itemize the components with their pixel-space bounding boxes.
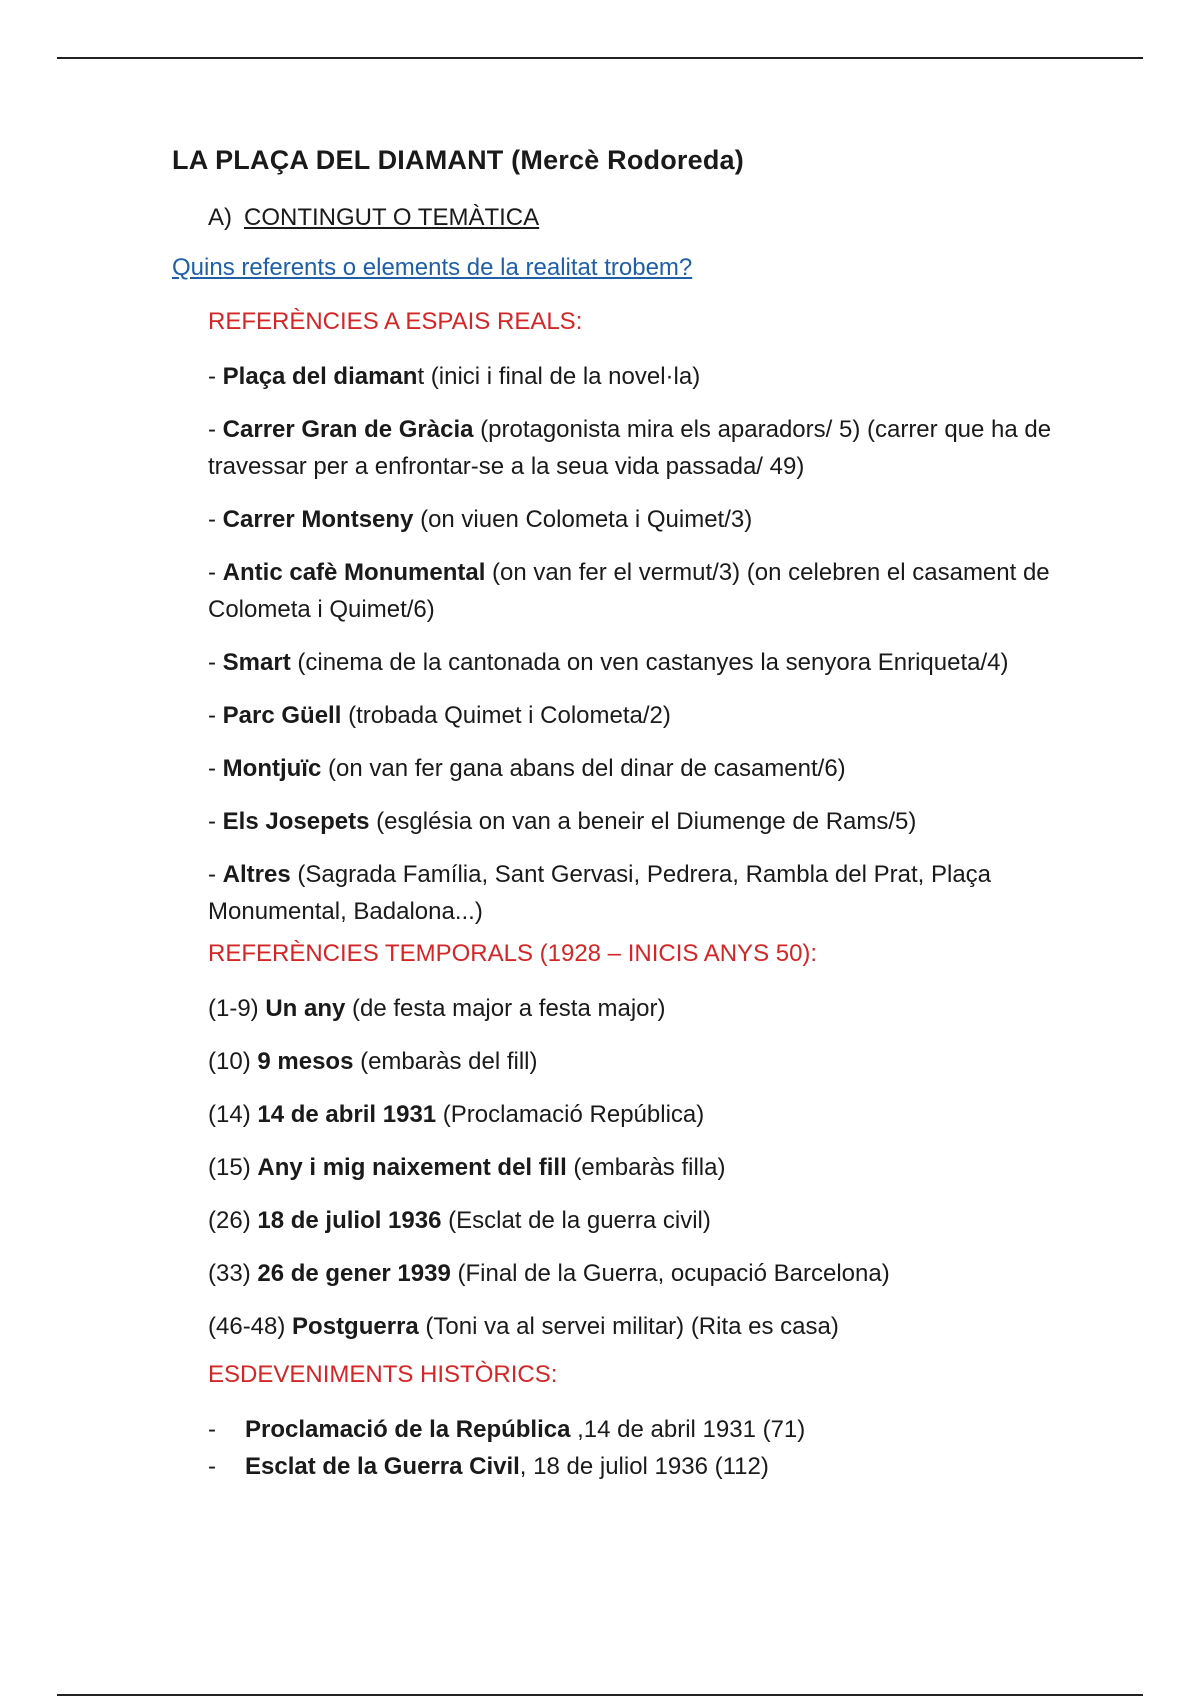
bottom-rule: [57, 1694, 1143, 1696]
list-item: - Els Josepets (església on van a beneir el Diumenge de Rams/5): [208, 808, 917, 835]
list-item: (10) 9 mesos (embaràs del fill): [208, 1048, 538, 1075]
list-item: - Proclamació de la República ,14 de abril 1931 (71): [208, 1416, 806, 1443]
list-item: - Altres (Sagrada Família, Sant Gervasi, Pedrera, Rambla del Prat, Plaça Monumental, Badalona...): [208, 861, 992, 925]
list-item: (33) 26 de gener 1939 (Final de la Guerra, ocupació Barcelona): [208, 1260, 890, 1287]
list-item: - Antic cafè Monumental (on van fer el vermut/3) (on celebren el casament de Colometa i Quimet/6): [208, 559, 1050, 623]
list-item: (46-48) Postguerra (Toni va al servei militar) (Rita es casa): [208, 1313, 839, 1340]
spaces-heading: REFERÈNCIES A ESPAIS REALS:: [208, 308, 583, 335]
list-item: - Montjuïc (on van fer gana abans del dinar de casament/6): [208, 755, 846, 782]
document-body: [172, 145, 1052, 1485]
section-heading: [208, 204, 1052, 232]
list-item: - Carrer Gran de Gràcia (protagonista mira els aparadors/ 5) (carrer que ha de travessar per a enfrontar-se a la seua vida passada/ 49): [208, 416, 1052, 480]
temporal-heading: REFERÈNCIES TEMPORALS (1928 – INICIS ANYS 50):: [208, 940, 818, 967]
section-title: CONTINGUT O TEMÀTICA: [244, 204, 540, 231]
section-letter: A): [208, 204, 232, 231]
list-item: - Plaça del diamant (inici i final de la novel·la): [208, 363, 701, 390]
question-link[interactable]: Quins referents o elements de la realitat trobem?: [172, 254, 693, 281]
temporal-list: [172, 990, 1052, 1345]
list-item: (15) Any i mig naixement del fill (embaràs filla): [208, 1154, 726, 1181]
list-item: - Smart (cinema de la cantonada on ven castanyes la senyora Enriqueta/4): [208, 649, 1009, 676]
list-item: (26) 18 de juliol 1936 (Esclat de la guerra civil): [208, 1207, 711, 1234]
spaces-list: [172, 358, 1052, 930]
events-heading: ESDEVENIMENTS HISTÒRICS:: [208, 1361, 558, 1388]
list-item: (14) 14 de abril 1931 (Proclamació República): [208, 1101, 705, 1128]
top-rule: [57, 57, 1143, 59]
list-item: - Esclat de la Guerra Civil, 18 de juliol 1936 (112): [208, 1453, 769, 1480]
events-list: [208, 1411, 1052, 1485]
list-item: - Carrer Montseny (on viuen Colometa i Quimet/3): [208, 506, 753, 533]
list-item: (1-9) Un any (de festa major a festa major): [208, 995, 666, 1022]
list-item: - Parc Güell (trobada Quimet i Colometa/2): [208, 702, 671, 729]
document-title: LA PLAÇA DEL DIAMANT (Mercè Rodoreda): [172, 145, 744, 175]
